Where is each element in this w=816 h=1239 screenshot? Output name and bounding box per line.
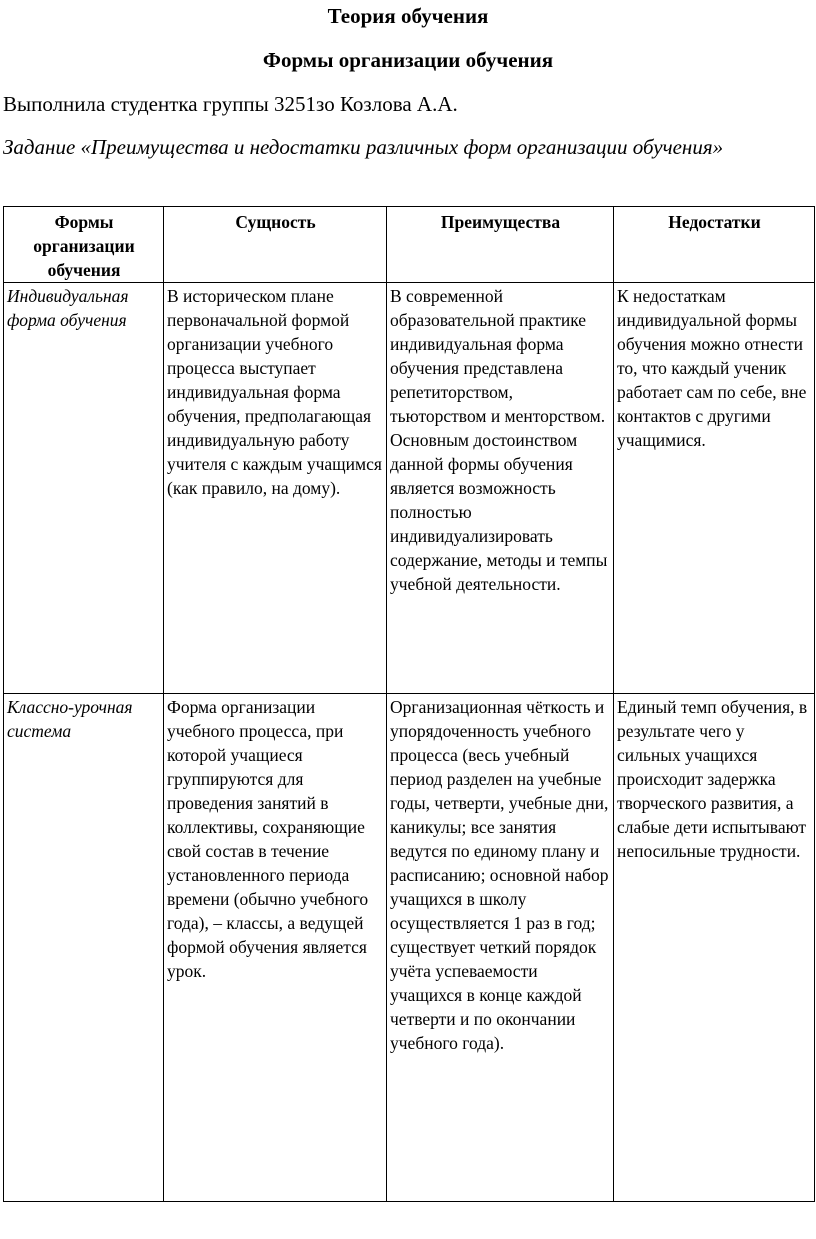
disadvantages-cell: К недостаткам индивидуальной формы обучения можно отнести то, что каждый ученик работает сам по себе, вне контактов с другими учащимися. (614, 283, 815, 694)
form-cell: Индивидуальная форма обучения (4, 283, 164, 694)
header-advantages: Преимущества (387, 207, 614, 283)
advantages-cell: В современной образовательной практике индивидуальная форма обучения представлена репетиторством, тьюторством и менторством. Основным достоинством данной формы обучения является возможность полностью индивидуализировать содержание, методы и темпы учебной деятельности. (387, 283, 614, 694)
comparison-table (3, 206, 815, 1202)
header-disadvantages: Недостатки (614, 207, 815, 283)
task-line: Задание «Преимущества и недостатки различных форм организации обучения» (3, 135, 724, 159)
document-title: Теория обучения (327, 4, 489, 28)
essence-cell: Форма организации учебного процесса, при которой учащиеся группируются для проведения занятий в коллективы, сохраняющие свой состав в течение установленного периода времени (обычно учебного года), – классы, а ведущей формой обучения является урок. (164, 694, 387, 1202)
essence-cell: В историческом плане первоначальной формой организации учебного процесса выступает индивидуальная форма обучения, предполагающая индивидуальную работу учителя с каждым учащимся (как правило, на дому). (164, 283, 387, 694)
header-forms: Формы организации обучения (4, 207, 164, 283)
table-row (4, 694, 815, 1202)
table-row (4, 283, 815, 694)
author-line: Выполнила студентка группы 3251зо Козлова А.А. (3, 92, 458, 116)
document-subtitle: Формы организации обучения (262, 48, 554, 72)
advantages-cell: Организационная чёткость и упорядоченность учебного процесса (весь учебный период разделен на учебные годы, четверти, учебные дни, каникулы; все занятия ведутся по единому плану и расписанию; основной набор учащихся в школу осуществляется 1 раз в год; существует четкий порядок учёта успеваемости учащихся в конце каждой четверти и по окончании учебного года). (387, 694, 614, 1202)
disadvantages-cell: Единый темп обучения, в результате чего у сильных учащихся происходит задержка творческого развития, а слабые дети испытывают непосильные трудности. (614, 694, 815, 1202)
form-cell: Классно-урочная система (4, 694, 164, 1202)
header-essence: Сущность (164, 207, 387, 283)
table-header-row (4, 207, 815, 283)
